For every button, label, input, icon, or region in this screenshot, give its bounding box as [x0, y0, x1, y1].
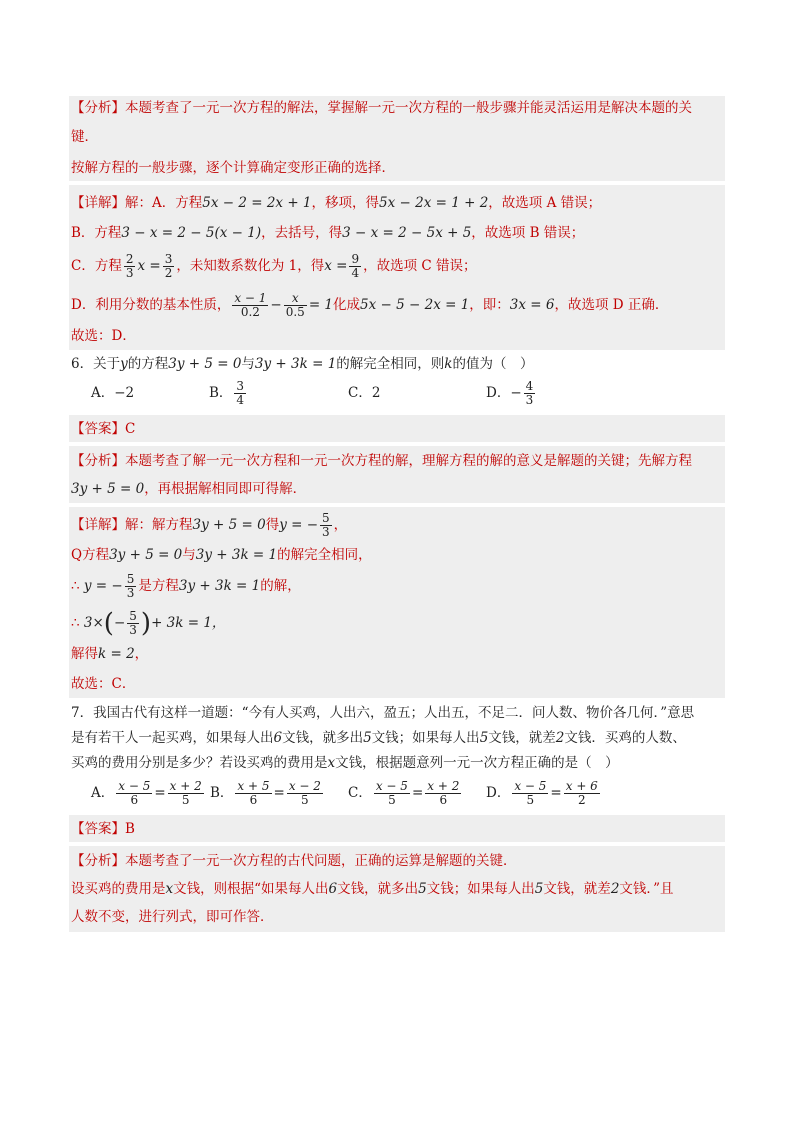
option-a[interactable] [91, 774, 206, 812]
question-text: 文钱．买鸡的人数、 [564, 730, 686, 746]
analysis-line-2 [69, 127, 725, 148]
option-d[interactable] [486, 375, 537, 411]
analysis-line-1 [69, 446, 725, 472]
analysis-text: 文钱，就差 [543, 881, 611, 897]
detail-text: 方程 [82, 547, 110, 563]
document-page [69, 96, 725, 932]
denominator: 3 [322, 525, 330, 539]
minus-sign: − [270, 297, 282, 313]
answer-text: C [125, 421, 136, 437]
numerator: x [284, 292, 307, 306]
option-a[interactable]: A．−2 [91, 385, 135, 401]
equation: 3y + 5 = 0 [109, 547, 183, 563]
question-text: 7．我国古代有这样一道题：“今有人买鸡，人出六，盈五；人出五，不足二．问人数、物价各几何．”意思 [71, 705, 695, 721]
numerator: x + 2 [427, 779, 460, 794]
option-label: B． [209, 385, 233, 401]
detail-text: ，故选项 B 错误； [471, 225, 585, 241]
answer-line [69, 415, 725, 442]
fraction [524, 380, 536, 406]
denominator: 2 [164, 266, 173, 280]
analysis-block-q7 [69, 846, 725, 932]
detail-text: ， [134, 646, 149, 662]
fraction [232, 292, 268, 318]
denominator: 3 [125, 266, 134, 280]
detail-text: 的解完全相同， [277, 547, 372, 563]
because-symbol: Q [71, 547, 83, 563]
denominator: 4 [236, 393, 245, 407]
fraction [564, 780, 600, 806]
detail-text: 得 [265, 517, 280, 533]
analysis-text: 文钱．”且 [619, 881, 674, 897]
numerator: x − 2 [288, 779, 321, 794]
denominator: 5 [388, 793, 396, 807]
analysis-line-3 [69, 907, 725, 932]
question-line-3 [69, 753, 725, 774]
number: 5 [479, 730, 489, 746]
question-line-1 [69, 703, 725, 724]
analysis-text: 本题考查了解一元一次方程和一元一次方程的解，理解方程的解的意义是解题的关键；先解方程 [125, 453, 692, 469]
analysis-text: 本题考查了一元一次方程的解法，掌握解一元一次方程的一般步骤并能灵活运用是解决本题的关 [125, 100, 692, 116]
equation: 5x − 2 = 2x + 1 [202, 195, 312, 211]
answer-line [69, 815, 725, 842]
detail-line-c [69, 250, 725, 282]
denominator: 2 [577, 793, 586, 807]
denominator: 3 [129, 623, 137, 637]
detail-text: ，故选项 C 错误； [363, 258, 477, 274]
answer-tag: 【答案】 [71, 421, 125, 437]
question-text: 是有若干人一起买鸡，如果每人出 [71, 730, 274, 746]
analysis-text: 文钱；如果每人出 [426, 881, 535, 897]
analysis-text: ，再根据解相同即可得解． [144, 481, 307, 497]
analysis-line-3 [69, 158, 725, 181]
numerator: 4 [525, 379, 534, 394]
detail-text: ，故选项 A 错误； [488, 195, 602, 211]
equation: 3y + 5 = 0 [71, 481, 145, 497]
variable: x [165, 881, 174, 897]
equation: 3 − x = 2 − 5(x − 1) [121, 225, 262, 241]
analysis-line-2 [69, 479, 725, 503]
detail-text: 化成 [333, 297, 361, 313]
detail-text: ，移项，得 [311, 195, 380, 211]
detail-line-1 [69, 507, 725, 541]
fraction [163, 253, 175, 279]
denominator: 5 [301, 793, 309, 807]
question-text: 的方程 [127, 356, 169, 372]
equation: 3× [83, 615, 104, 631]
number: 5 [418, 881, 427, 897]
detail-line-d [69, 289, 725, 321]
option-b[interactable] [210, 774, 325, 812]
equation: 3y + 5 = 0 [168, 356, 242, 372]
equation: y = − [279, 517, 319, 533]
detail-tag: 【详解】 [71, 195, 125, 211]
analysis-line-1 [69, 846, 725, 872]
paren: ( [103, 608, 114, 639]
fraction [125, 573, 137, 599]
detail-text: B．方程 [71, 225, 122, 241]
detail-text: ，未知数系数化为 1，得 [176, 258, 325, 274]
fraction [287, 780, 323, 806]
option-label: A． [91, 785, 115, 801]
denominator: 3 [126, 586, 135, 600]
numerator: x − 5 [118, 779, 151, 794]
therefore-symbol: ∴ [71, 578, 80, 594]
numerator: x + 2 [169, 779, 202, 794]
question-options [69, 375, 725, 411]
therefore-symbol: ∴ [71, 615, 80, 631]
analysis-text: 文钱，则根据“如果每人出 [173, 881, 329, 897]
fraction [374, 780, 410, 806]
option-c[interactable] [348, 774, 463, 812]
denominator: 5 [181, 793, 190, 807]
variable: x [327, 755, 336, 771]
fraction [512, 780, 548, 806]
numerator: 9 [351, 252, 360, 267]
detail-text: 故选：C． [71, 676, 136, 692]
variable: k [444, 356, 453, 372]
equation: 3y + 5 = 0 [192, 517, 266, 533]
fraction [168, 780, 204, 806]
fraction [320, 512, 332, 538]
detail-text: 解：A．方程 [125, 195, 203, 211]
detail-text: 与 [182, 547, 196, 563]
analysis-line-2 [69, 879, 725, 900]
question-text: 6．关于 [71, 356, 121, 372]
fraction [234, 380, 246, 406]
question-text: 文钱，根据题意列一元一次方程正确的是（ ） [335, 755, 619, 771]
answer-block-q6 [69, 415, 725, 442]
fraction [284, 292, 307, 318]
denominator: 4 [351, 266, 360, 280]
paren: ) [140, 608, 152, 639]
fraction [349, 253, 361, 279]
detail-line-2 [69, 545, 725, 566]
detail-text: 是方程 [138, 578, 179, 594]
detail-text: ，故选项 D 正确． [554, 297, 669, 313]
detail-line-b [69, 223, 725, 244]
option-label: C． [348, 785, 372, 801]
equation: x = [137, 258, 161, 274]
fraction [127, 610, 139, 636]
number: 2 [610, 881, 620, 897]
equation: 3y + 3k = 1 [178, 578, 261, 594]
equation: 5x − 5 − 2x = 1 [360, 297, 470, 313]
equation: 3x = 6 [509, 297, 555, 313]
analysis-block-q5 [69, 96, 725, 181]
denominator: 6 [130, 793, 139, 807]
denominator: 0.2 [240, 305, 260, 319]
equation: + 3k = 1， [151, 615, 226, 631]
equation: k = 2 [98, 646, 135, 662]
numerator: 5 [322, 511, 330, 526]
question-text: 文钱；如果每人出 [371, 730, 480, 746]
denominator: 3 [525, 393, 534, 407]
equation: 3y + 3k = 1 [195, 547, 278, 563]
equation: x = [324, 258, 348, 274]
number: 6 [328, 881, 338, 897]
minus-sign: − [113, 615, 126, 631]
fraction [124, 253, 136, 279]
detail-text: 故选：D． [71, 328, 136, 344]
analysis-tag: 【分析】 [71, 100, 125, 116]
detail-line-4 [69, 606, 725, 640]
detail-text: ， [333, 517, 348, 533]
option-label: D． [486, 785, 511, 801]
numerator: 5 [126, 572, 135, 587]
equation: 5x − 2x = 1 + 2 [379, 195, 489, 211]
detail-line-5 [69, 644, 725, 665]
detail-block-q6 [69, 507, 725, 698]
number: 5 [363, 730, 372, 746]
detail-line-a [69, 185, 725, 214]
detail-text: 解得 [71, 646, 98, 662]
question-line-2 [69, 728, 725, 749]
detail-text: D．利用分数的基本性质， [71, 297, 231, 313]
numerator: 3 [164, 252, 173, 267]
question-text: 的值为（ ） [452, 356, 534, 372]
number: 6 [273, 730, 283, 746]
answer-tag: 【答案】 [71, 821, 125, 837]
equals-sign: = [550, 785, 562, 801]
detail-line-choose [69, 326, 725, 350]
detail-line-3 [69, 570, 725, 602]
equation: 3 − x = 2 − 5x + 5 [342, 225, 472, 241]
numerator: 5 [129, 609, 137, 624]
analysis-text: 键． [71, 129, 98, 145]
detail-text: 解：解方程 [125, 517, 193, 533]
numerator: x + 6 [565, 779, 598, 794]
number: 5 [534, 881, 544, 897]
question-text: 与 [241, 356, 255, 372]
denominator: 5 [526, 793, 535, 807]
answer-block-q7 [69, 815, 725, 842]
analysis-tag: 【分析】 [71, 853, 125, 869]
equation: y = − [83, 578, 123, 594]
option-c[interactable]: C．2 [348, 385, 381, 401]
numerator: 2 [125, 252, 134, 267]
question-text: 买鸡的费用分别是多少？若设买鸡的费用是 [71, 755, 328, 771]
analysis-line-1 [69, 96, 725, 119]
option-label: D．− [486, 385, 522, 401]
question-text: 文钱，就多出 [282, 730, 364, 746]
analysis-tag: 【分析】 [71, 453, 125, 469]
question-options [69, 774, 725, 812]
equals-sign: = [411, 785, 424, 801]
option-b[interactable] [209, 375, 248, 411]
detail-line-choose [69, 674, 725, 698]
analysis-text: 本题考查了一元一次方程的古代问题，正确的运算是解题的关键． [125, 853, 517, 869]
fraction [235, 780, 271, 806]
option-d[interactable] [486, 774, 602, 812]
option-label: B． [210, 785, 234, 801]
analysis-text: 文钱，就多出 [337, 881, 419, 897]
equals-sign: = [273, 785, 285, 801]
equation: = 1 [308, 297, 334, 313]
fraction [425, 780, 461, 806]
detail-text: C．方程 [71, 258, 122, 274]
question-6 [69, 354, 725, 411]
numerator: 3 [236, 379, 245, 394]
numerator: x − 1 [234, 291, 267, 306]
question-stem [69, 354, 725, 375]
question-7 [69, 703, 725, 812]
variable: y [120, 356, 128, 372]
analysis-block-q6 [69, 446, 725, 503]
numerator: x − 5 [375, 779, 408, 794]
detail-block-q5 [69, 185, 725, 350]
analysis-text: 人数不变，进行列式，即可作答． [71, 909, 274, 925]
detail-tag: 【详解】 [71, 517, 125, 533]
detail-text: ，去括号，得 [261, 225, 343, 241]
number: 2 [555, 730, 565, 746]
denominator: 6 [439, 793, 448, 807]
question-text: 文钱，就差 [488, 730, 556, 746]
question-text: 的解完全相同，则 [336, 356, 445, 372]
analysis-text: 按解方程的一般步骤，逐个计算确定变形正确的选择． [71, 160, 395, 176]
denominator: 0.5 [285, 305, 305, 319]
equals-sign: = [154, 785, 166, 801]
denominator: 6 [249, 793, 258, 807]
numerator: x − 5 [514, 779, 547, 794]
numerator: x + 5 [237, 779, 270, 794]
equation: 3y + 3k = 1 [254, 356, 337, 372]
answer-text: B [125, 821, 135, 837]
detail-text: ，即： [469, 297, 510, 313]
analysis-text: 设买鸡的费用是 [71, 881, 166, 897]
fraction [116, 780, 152, 806]
detail-text: 的解， [260, 578, 301, 594]
